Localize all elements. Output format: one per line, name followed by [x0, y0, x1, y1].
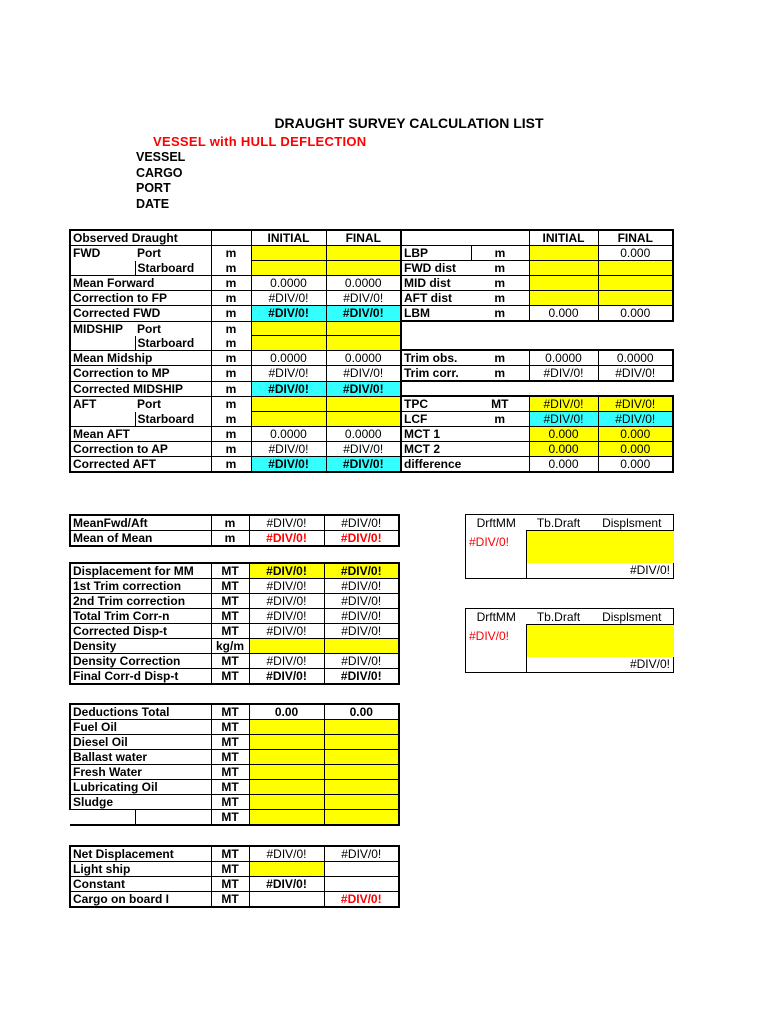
cell-value: #DIV/0!: [324, 654, 399, 669]
cell-value: #DIV/0!: [249, 877, 324, 892]
cell-value: #DIV/0!: [529, 366, 598, 382]
cell-value: 0.0000: [326, 350, 401, 366]
cell-value: #DIV/0!: [249, 609, 324, 624]
cell-value: #DIV/0!: [529, 412, 598, 427]
cell-value: #DIV/0!: [251, 457, 326, 473]
info-port-label: PORT: [136, 181, 171, 195]
table-row: [70, 579, 399, 594]
cell-label: LBM: [401, 306, 471, 322]
input-sludge-initial[interactable]: [249, 795, 324, 810]
cell-label: AFT dist: [401, 291, 471, 306]
header-drftmm: DrftMM: [466, 515, 527, 531]
cell-value: #DIV/0!: [249, 624, 324, 639]
cell-value: #DIV/0!: [324, 579, 399, 594]
cell-label: Corrected MIDSHIP: [70, 381, 211, 396]
input-diesel-oil-final[interactable]: [324, 735, 399, 750]
cell-label: Total Trim Corr-n: [70, 609, 211, 624]
cell-value: #DIV/0!: [598, 396, 673, 412]
cell-unit: MT: [211, 862, 249, 877]
cell-label: Lubricating Oil: [70, 780, 211, 795]
cell-label: AFT: [70, 396, 135, 412]
cell-sub: Port: [135, 246, 211, 261]
cell-value: 0.0000: [529, 350, 598, 366]
header-displsment: Displsment: [591, 515, 674, 531]
cell-label: MIDSHIP: [70, 321, 135, 336]
input-mid-stbd-final[interactable]: [326, 336, 401, 351]
input-aft-stbd-initial[interactable]: [251, 412, 326, 427]
net-displacement-table: [69, 845, 400, 908]
cell-value: 0.000: [529, 306, 598, 322]
cell-label: Diesel Oil: [70, 735, 211, 750]
table-row: [70, 336, 673, 351]
cell-unit: MT: [471, 396, 529, 412]
cell-label: Fuel Oil: [70, 720, 211, 735]
table-row: [70, 877, 399, 892]
cell-label: Correction to FP: [70, 291, 211, 306]
cell-sub: Starboard: [135, 412, 211, 427]
input-aft-port-final[interactable]: [326, 396, 401, 412]
cell-unit: MT: [211, 563, 249, 579]
cell-value: 0.00: [324, 704, 399, 720]
cell-label: Trim obs.: [401, 350, 471, 366]
input-other-final[interactable]: [324, 810, 399, 826]
input-other-name[interactable]: [135, 810, 211, 826]
cell-value: #DIV/0!: [251, 291, 326, 306]
cell-label: Corrected AFT: [70, 457, 211, 473]
input-mid-dist-initial[interactable]: [529, 276, 598, 291]
cell-value: 0.000: [598, 457, 673, 473]
input-ballast-final[interactable]: [324, 750, 399, 765]
cell-unit: m: [211, 306, 251, 322]
cell-label: Cargo on board I: [70, 892, 211, 908]
cell-unit: MT: [211, 735, 249, 750]
table-row: [70, 624, 399, 639]
cell-label: Trim corr.: [401, 366, 471, 382]
cell-value: #DIV/0!: [249, 579, 324, 594]
cell-value: #DIV/0!: [324, 892, 399, 908]
cell-unit: MT: [211, 720, 249, 735]
input-fwd-stbd-final[interactable]: [326, 261, 401, 276]
page-title: DRAUGHT SURVEY CALCULATION LIST: [274, 115, 544, 131]
cell-unit: m: [211, 531, 249, 547]
table-row: [70, 442, 673, 457]
cell-unit: MT: [211, 654, 249, 669]
cell-label: difference: [401, 457, 471, 473]
table-row: [466, 657, 674, 673]
cell-label: LCF: [401, 412, 471, 427]
cell-value: 0.0000: [251, 350, 326, 366]
table-row: [70, 321, 673, 336]
input-mid-port-final[interactable]: [326, 321, 401, 336]
cell-label: Sludge: [70, 795, 211, 810]
cell-value: 0.000: [598, 427, 673, 442]
cell-unit: m: [211, 261, 251, 276]
table-row: [70, 795, 399, 810]
input-fwd-port-final[interactable]: [326, 246, 401, 261]
input-diesel-oil-initial[interactable]: [249, 735, 324, 750]
cell-label: Mean AFT: [70, 427, 211, 442]
cell-unit: m: [471, 261, 529, 276]
table-row: [70, 427, 673, 442]
cell-value: #DIV/0!: [324, 594, 399, 609]
cell-unit: MT: [211, 846, 249, 862]
input-lub-oil-initial[interactable]: [249, 780, 324, 795]
table-row: [70, 531, 399, 547]
table-row: [70, 366, 673, 382]
cell-unit: m: [471, 276, 529, 291]
input-mid-port-initial[interactable]: [251, 321, 326, 336]
table-row: [70, 457, 673, 473]
input-lub-oil-final[interactable]: [324, 780, 399, 795]
cell-unit: kg/m: [211, 639, 249, 654]
input-mid-stbd-initial[interactable]: [251, 336, 326, 351]
table-row: [70, 230, 673, 246]
input-fuel-oil-initial[interactable]: [249, 720, 324, 735]
cell-value: #DIV/0!: [598, 412, 673, 427]
table-row: [70, 276, 673, 291]
deductions-table: [69, 703, 400, 826]
table-row: [466, 609, 674, 625]
cell-label: Density Correction: [70, 654, 211, 669]
cell-value: 0.000: [598, 246, 673, 261]
table-row: [70, 350, 673, 366]
cell-label: Displacement for MM: [70, 563, 211, 579]
cell-unit: m: [211, 396, 251, 412]
table-row: [466, 563, 674, 579]
cell-unit: m: [471, 246, 529, 261]
table-row: [70, 780, 399, 795]
table-row: [70, 594, 399, 609]
cell-label: 1st Trim correction: [70, 579, 211, 594]
table-row: [466, 515, 674, 531]
cell-value: #DIV/0!: [326, 366, 401, 382]
cell-label: Corrected FWD: [70, 306, 211, 322]
input-fwd-dist-final[interactable]: [598, 261, 673, 276]
table-row: [70, 669, 399, 685]
input-fresh-water-initial[interactable]: [249, 765, 324, 780]
cell-unit: MT: [211, 704, 249, 720]
cell-unit: MT: [211, 669, 249, 685]
cell-unit: MT: [211, 579, 249, 594]
cell-sub: Port: [135, 396, 211, 412]
cell-label: FWD dist: [401, 261, 471, 276]
cell-value: #DIV/0!: [324, 563, 399, 579]
cell-value: #DIV/0!: [249, 846, 324, 862]
cell-unit: m: [471, 291, 529, 306]
cell-value: 0.000: [529, 427, 598, 442]
cell-unit: MT: [211, 765, 249, 780]
cell-value: #DIV/0!: [324, 846, 399, 862]
cell-value: #DIV/0!: [326, 306, 401, 322]
info-date-label: DATE: [136, 197, 170, 211]
col-initial-header: INITIAL: [251, 230, 326, 246]
header-tbdraft: Tb.Draft: [527, 515, 591, 531]
cell-label: MCT 1: [401, 427, 471, 442]
cell-value: #DIV/0!: [466, 531, 527, 563]
input-fwd-stbd-initial[interactable]: [251, 261, 326, 276]
table-row: [70, 306, 673, 322]
cell-label: Mean Midship: [70, 350, 211, 366]
cell-value: #DIV/0!: [466, 625, 527, 657]
page-subtitle: VESSEL with HULL DEFLECTION: [153, 134, 367, 149]
cell-value: #DIV/0!: [251, 381, 326, 396]
input-fwd-dist-initial[interactable]: [529, 261, 598, 276]
cell-value: #DIV/0!: [326, 291, 401, 306]
input-aft-stbd-final[interactable]: [326, 412, 401, 427]
cell-value: 0.000: [598, 442, 673, 457]
input-tb-draft-2[interactable]: [527, 625, 674, 657]
cell-value: #DIV/0!: [326, 442, 401, 457]
cell-label: Mean of Mean: [70, 531, 211, 547]
right-initial-header: INITIAL: [529, 230, 598, 246]
table-row: [70, 892, 399, 908]
info-vessel-label: VESSEL: [136, 150, 186, 164]
cell-value: #DIV/0!: [251, 442, 326, 457]
cell-unit: m: [471, 412, 529, 427]
input-light-ship[interactable]: [249, 862, 324, 877]
cell-label: 2nd Trim correction: [70, 594, 211, 609]
table-row: [70, 654, 399, 669]
info-cargo-label: CARGO: [136, 166, 183, 180]
cell-label: TPC: [401, 396, 471, 412]
input-density-initial[interactable]: [249, 639, 324, 654]
cell-label: Correction to MP: [70, 366, 211, 382]
cell-unit: MT: [211, 877, 249, 892]
input-tb-draft-1[interactable]: [527, 531, 674, 563]
cell-sub: Starboard: [135, 336, 211, 351]
cell-unit: m: [211, 412, 251, 427]
cell-value: 0.0000: [251, 427, 326, 442]
table-row: [70, 563, 399, 579]
cell-value: 0.000: [529, 442, 598, 457]
cell-label: Observed Draught: [70, 230, 135, 246]
cell-unit: m: [211, 366, 251, 382]
cell-value: #DIV/0!: [591, 657, 674, 673]
cell-value: #DIV/0!: [324, 531, 399, 547]
cell-label: Net Displacement: [70, 846, 211, 862]
cell-label: Ballast water: [70, 750, 211, 765]
input-lbp-initial[interactable]: [529, 246, 598, 261]
table-row: [70, 810, 399, 826]
header-displsment: Displsment: [591, 609, 674, 625]
cell-value: 0.000: [598, 306, 673, 322]
cell-value: #DIV/0!: [249, 594, 324, 609]
cell-value: #DIV/0!: [251, 366, 326, 382]
cell-sub: Starboard: [135, 261, 211, 276]
cell-unit: MT: [211, 795, 249, 810]
table-row: [70, 846, 399, 862]
header-drftmm: DrftMM: [466, 609, 527, 625]
cell-label: Constant: [70, 877, 211, 892]
table-row: [70, 720, 399, 735]
table-row: [70, 862, 399, 877]
cell-value: 0.0000: [251, 276, 326, 291]
input-aft-port-initial[interactable]: [251, 396, 326, 412]
cell-value: #DIV/0!: [249, 515, 324, 531]
cell-label: MeanFwd/Aft: [70, 515, 211, 531]
cell-unit: m: [471, 366, 529, 382]
cell-unit: MT: [211, 892, 249, 908]
input-sludge-final[interactable]: [324, 795, 399, 810]
input-ballast-initial[interactable]: [249, 750, 324, 765]
cell-unit: m: [211, 276, 251, 291]
input-fwd-port-initial[interactable]: [251, 246, 326, 261]
cell-unit: MT: [211, 750, 249, 765]
cell-label: MID dist: [401, 276, 471, 291]
cell-value: #DIV/0!: [249, 563, 324, 579]
table-row: [466, 531, 674, 563]
cell-label: Corrected Disp-t: [70, 624, 211, 639]
cell-value: 0.000: [529, 457, 598, 473]
table-row: [70, 704, 399, 720]
cell-unit: MT: [211, 810, 249, 826]
cell-value: #DIV/0!: [251, 306, 326, 322]
input-fuel-oil-final[interactable]: [324, 720, 399, 735]
mean-table: [69, 514, 400, 547]
cell-unit: m: [211, 246, 251, 261]
table-row: [70, 412, 673, 427]
cell-label: FWD: [70, 246, 135, 261]
cell-label: Deductions Total: [70, 704, 211, 720]
table-row: [70, 750, 399, 765]
cell-sub: Port: [135, 321, 211, 336]
cell-label: Density: [70, 639, 211, 654]
input-aft-dist-initial[interactable]: [529, 291, 598, 306]
right-final-header: FINAL: [598, 230, 673, 246]
cell-unit: m: [211, 336, 251, 351]
cell-value: #DIV/0!: [249, 531, 324, 547]
table-row: [70, 381, 673, 396]
table-row: [70, 609, 399, 624]
cell-value: #DIV/0!: [326, 381, 401, 396]
table-row: [70, 639, 399, 654]
cell-label: MCT 2: [401, 442, 471, 457]
table-row: [466, 625, 674, 657]
cell-unit: m: [211, 427, 251, 442]
cell-value: 0.0000: [326, 427, 401, 442]
cell-value: #DIV/0!: [591, 563, 674, 579]
cell-unit: m: [471, 306, 529, 322]
cell-unit: m: [211, 350, 251, 366]
cell-unit: m: [211, 442, 251, 457]
input-density-final[interactable]: [324, 639, 399, 654]
cell-unit: m: [211, 515, 249, 531]
cell-value: #DIV/0!: [598, 366, 673, 382]
cell-unit: m: [211, 321, 251, 336]
cell-value: #DIV/0!: [249, 654, 324, 669]
cell-unit: MT: [211, 594, 249, 609]
input-other-initial[interactable]: [249, 810, 324, 826]
cell-value: #DIV/0!: [324, 669, 399, 685]
draught-table: [69, 229, 674, 473]
cell-label: Mean Forward: [70, 276, 211, 291]
cell-value: 0.0000: [598, 350, 673, 366]
table-row: [70, 396, 673, 412]
cell-value: #DIV/0!: [249, 669, 324, 685]
input-aft-dist-final[interactable]: [598, 291, 673, 306]
cell-value: 0.0000: [326, 276, 401, 291]
col-final-header: FINAL: [326, 230, 401, 246]
cell-unit: MT: [211, 624, 249, 639]
table-row: [70, 246, 673, 261]
cell-label: LBP: [401, 246, 471, 261]
cell-value: #DIV/0!: [326, 457, 401, 473]
cell-value: #DIV/0!: [324, 609, 399, 624]
cell-label: Final Corr-d Disp-t: [70, 669, 211, 685]
cell-unit: m: [211, 291, 251, 306]
cell-unit: m: [211, 381, 251, 396]
cell-value: 0.00: [249, 704, 324, 720]
table-row: [70, 291, 673, 306]
cell-value: #DIV/0!: [529, 396, 598, 412]
cell-label: Correction to AP: [70, 442, 211, 457]
cell-unit: MT: [211, 609, 249, 624]
displacement-table: [69, 562, 400, 685]
interpolation-table-2: [465, 608, 674, 673]
table-row: [70, 261, 673, 276]
table-row: [70, 735, 399, 750]
table-row: [70, 515, 399, 531]
input-fresh-water-final[interactable]: [324, 765, 399, 780]
cell-unit: MT: [211, 780, 249, 795]
header-tbdraft: Tb.Draft: [527, 609, 591, 625]
cell-label: Light ship: [70, 862, 211, 877]
table-row: [70, 765, 399, 780]
cell-unit: m: [471, 350, 529, 366]
cell-label: Fresh Water: [70, 765, 211, 780]
interpolation-table-1: [465, 514, 674, 579]
cell-value: #DIV/0!: [324, 624, 399, 639]
input-mid-dist-final[interactable]: [598, 276, 673, 291]
cell-unit: m: [211, 457, 251, 473]
cell-value: #DIV/0!: [324, 515, 399, 531]
